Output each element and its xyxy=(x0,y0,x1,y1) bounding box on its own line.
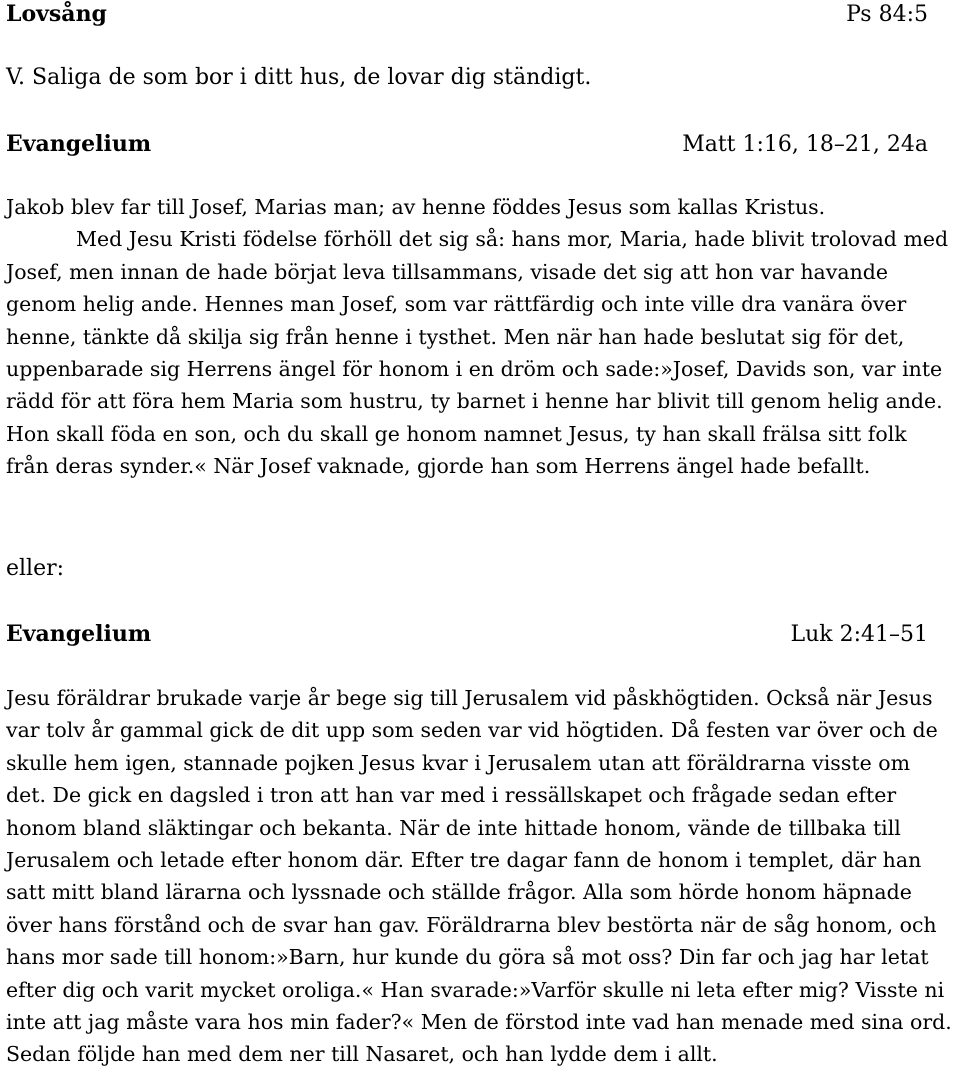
evangelium-1-paragraph-1: Jakob blev far till Josef, Marias man; av henne föddes Jesus som kallas Kristus. xyxy=(6,195,826,219)
evangelium-2-reference: Luk 2:41–51 xyxy=(790,622,928,647)
evangelium-1-heading xyxy=(6,130,928,159)
evangelium-1-title: Evangelium xyxy=(6,131,152,157)
alternative-label: eller: xyxy=(6,556,65,581)
lovsang-verse: V. Saliga de som bor i ditt hus, de lovar dig ständigt. xyxy=(6,65,592,90)
evangelium-1-text xyxy=(6,191,956,483)
lovsang-reference: Ps 84:5 xyxy=(846,2,928,27)
evangelium-2-heading xyxy=(6,620,928,649)
evangelium-1-reference: Matt 1:16, 18–21, 24a xyxy=(682,132,928,157)
evangelium-1-paragraph-2: Med Jesu Kristi födelse förhöll det sig så: hans mor, Maria, hade blivit trolovad med Josef, men innan de hade börjat leva tillsammans, visade det sig att hon var havande genom helig ande. Hennes man Josef, som var rättfärdig och inte ville dra vanära över henne, tänkte då skilja sig från henne i tysthet. Men när han hade beslutat sig för det, uppenbarade sig Herrens ängel för honom i en dröm och sade:»Josef, Davids son, var inte rädd för att föra hem Maria som hustru, ty barnet i henne har blivit till genom helig ande. Hon skall föda en son, och du skall ge honom namnet Jesus, ty han skall frälsa sitt folk från deras synder.« När Josef vaknade, gjorde han som Herrens ängel hade befallt. xyxy=(6,227,949,479)
lovsang-heading xyxy=(6,0,928,29)
lovsang-title: Lovsång xyxy=(6,1,107,27)
evangelium-2-paragraph-1: Jesu föräldrar brukade varje år bege sig till Jerusalem vid påskhögtiden. Också när Jesus var tolv år gammal gick de dit upp som seden var vid högtiden. Då festen var över och de skulle hem igen, stannade pojken Jesus kvar i Jerusalem utan att föräldrarna visste om det. De gick en dagsled i tron att han var med i ressällskapet och frågade sedan efter honom bland släktingar och bekanta. När de inte hittade honom, vände de tillbaka till Jerusalem och letade efter honom där. Efter tre dagar fann de honom i templet, där han satt mitt bland lärarna och lyssnade och ställde frågor. Alla som hörde honom häpnade över hans förstånd och de svar han gav. Föräldrarna blev bestörta när de såg honom, och hans mor sade till honom:»Barn, hur kunde du göra så mot oss? Din far och jag har letat efter dig och varit mycket oroliga.« Han svarade:»Varför skulle ni leta efter mig? Visste ni inte att jag måste vara hos min fader?« Men de förstod inte vad han menade med sina ord. Sedan följde han med dem ner till Nasaret, och han lydde dem i allt. xyxy=(6,686,952,1067)
evangelium-2-title: Evangelium xyxy=(6,621,152,647)
evangelium-2-text xyxy=(6,682,956,1071)
